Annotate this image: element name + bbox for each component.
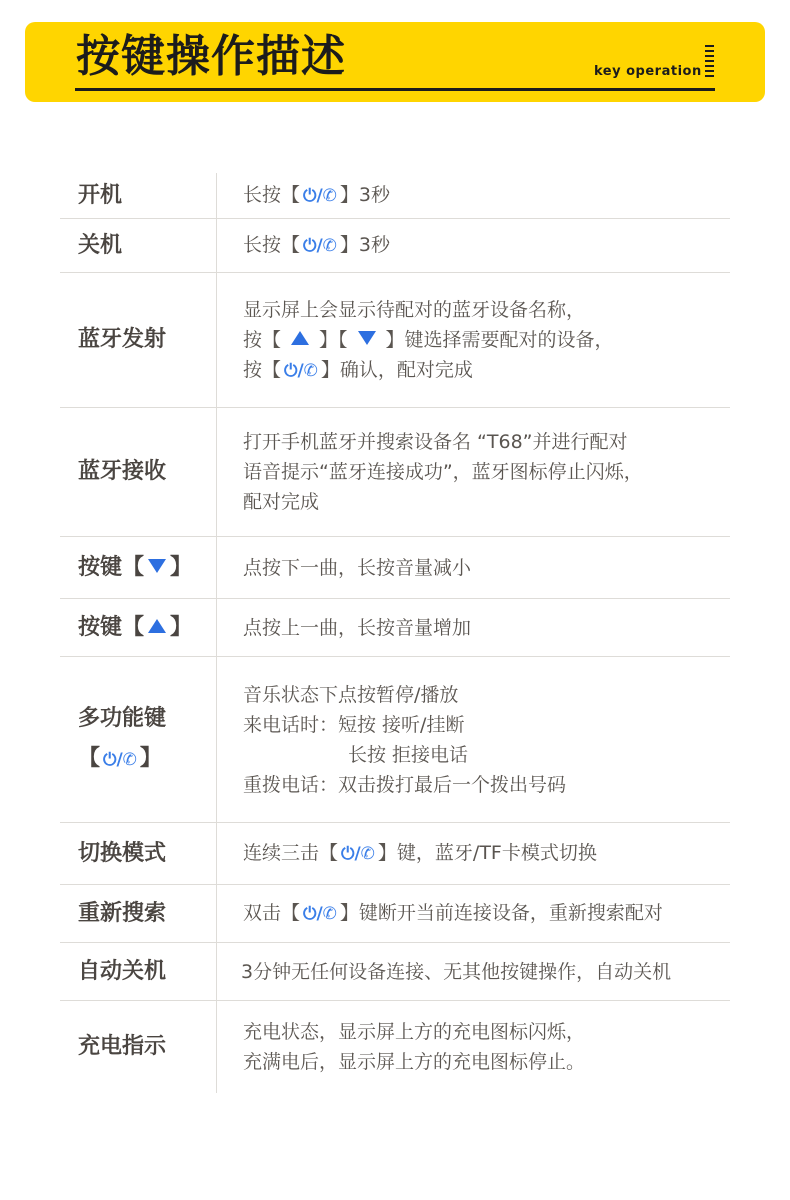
power-phone-icon: ⏻/✆ (303, 904, 337, 924)
table-row-power-off (60, 219, 730, 273)
row-label: 充电指示 (78, 1034, 167, 1059)
row-content: 音乐状态下点按暂停/播放 来电话时：短按 接听/挂断 长按 拒接电话 重拨电话：双击拨打最后一个拨出号码 (216, 657, 730, 822)
table-row-research (60, 885, 730, 943)
power-phone-icon: ⏻/✆ (103, 750, 137, 770)
key-operation-table (60, 173, 730, 1093)
up-triangle-icon (291, 331, 309, 345)
row-content: 显示屏上会显示待配对的蓝牙设备名称， 按【 】【 】键选择需要配对的设备， 按【 ⏻/✆ 】确认，配对完成 (216, 273, 730, 407)
table-row-switch-mode (60, 823, 730, 885)
row-label: 关机 (78, 232, 123, 258)
row-label: 多功能键 【 ⏻/✆ 】 (60, 657, 216, 822)
table-row-auto-off (60, 943, 730, 1001)
stripe-decoration (705, 45, 714, 79)
table-row-bt-receive (60, 408, 730, 537)
row-content: 连续三击【 ⏻/✆ 】键，蓝牙/TF卡模式切换 (216, 823, 730, 884)
row-label: 蓝牙发射 (78, 327, 167, 352)
up-triangle-icon (148, 619, 166, 633)
row-content: 长按【 ⏻/✆ 】3秒 (216, 219, 730, 272)
table-row-key-up (60, 599, 730, 657)
table-row-charging (60, 1001, 730, 1093)
row-label: 重新搜索 (78, 900, 167, 926)
row-content: 3分钟无任何设备连接、无其他按键操作，自动关机 (216, 943, 730, 1000)
down-triangle-icon (358, 331, 376, 345)
down-triangle-icon (148, 559, 166, 573)
power-phone-icon: ⏻/✆ (284, 360, 318, 381)
row-label: 按键【 】 (78, 554, 193, 580)
row-content: 长按【 ⏻/✆ 】3秒 (216, 173, 730, 218)
row-content: 打开手机蓝牙并搜索设备名 “T68”并进行配对 语音提示“蓝牙连接成功”，蓝牙图标停止闪烁， 配对完成 (216, 408, 730, 536)
title-underline (75, 88, 715, 91)
page-subtitle: key operation (594, 64, 702, 79)
row-content: 点按上一曲，长按音量增加 (216, 599, 730, 656)
table-row-power-on (60, 173, 730, 219)
row-label: 自动关机 (78, 958, 167, 984)
row-label: 按键【 】 (78, 614, 193, 640)
row-label: 开机 (78, 182, 123, 208)
page-title: 按键操作描述 (76, 31, 346, 82)
power-phone-icon: ⏻/✆ (303, 236, 337, 256)
row-label: 切换模式 (78, 840, 167, 866)
row-content: 双击【 ⏻/✆ 】键断开当前连接设备，重新搜索配对 (216, 885, 730, 942)
power-phone-icon: ⏻/✆ (341, 844, 375, 864)
table-row-bt-transmit (60, 273, 730, 408)
header-banner (25, 22, 765, 102)
table-row-key-down (60, 537, 730, 599)
row-content: 点按下一曲，长按音量减小 (216, 537, 730, 598)
row-content: 充电状态，显示屏上方的充电图标闪烁， 充满电后，显示屏上方的充电图标停止。 (216, 1001, 730, 1093)
table-row-multifunction (60, 657, 730, 823)
power-phone-icon: ⏻/✆ (303, 186, 337, 206)
row-label: 蓝牙接收 (78, 459, 167, 484)
